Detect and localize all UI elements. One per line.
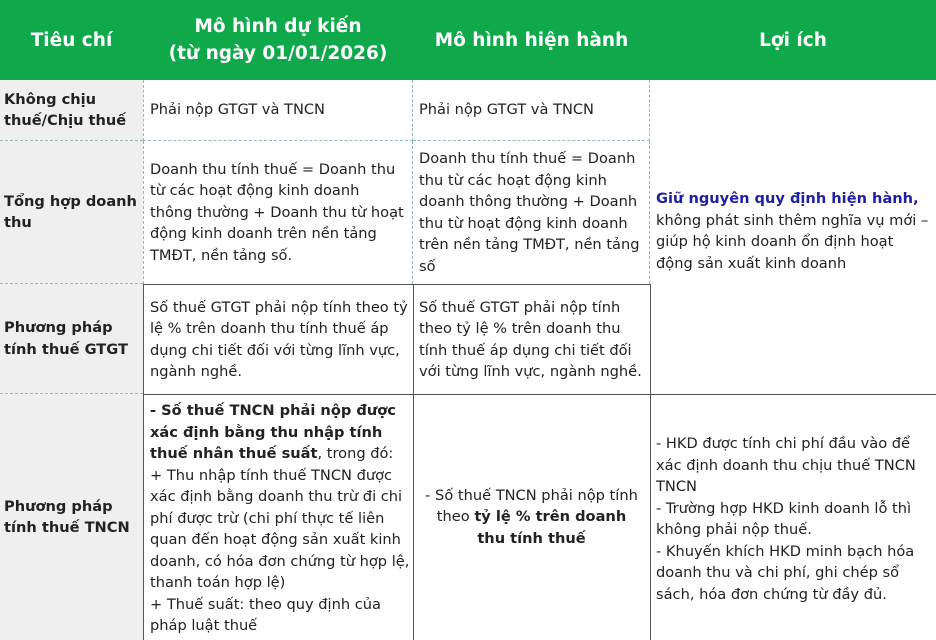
benefit-keep-current xyxy=(650,80,936,394)
row-current-revenue: Doanh thu tính thuế = Doanh thu từ các hoạt động kinh doanh thông thường + Doanh thu từ hoạt động kinh doanh trên nền tảng TMĐT, nền tảng số xyxy=(413,141,650,284)
benefit-pit xyxy=(650,394,936,640)
table-header xyxy=(0,0,936,80)
pit-current-plain: - Số thuế TNCN phải nộp tính theo xyxy=(425,486,638,526)
row-criterion-taxable: Không chịu thuế/Chịu thuế xyxy=(0,80,143,141)
row-criterion-pit-method: Phương pháp tính thuế TNCN xyxy=(0,394,143,640)
row-proposed-vat-method: Số thuế GTGT phải nộp tính theo tỷ lệ % trên doanh thu tính thuế áp dụng chi tiết đối với từng lĩnh vực, ngành nghề. xyxy=(143,284,414,395)
row-criterion-revenue: Tổng hợp doanh thu xyxy=(0,141,143,284)
row-criterion-vat-method: Phương pháp tính thuế GTGT xyxy=(0,284,143,394)
row-current-taxable: Phải nộp GTGT và TNCN xyxy=(413,80,650,141)
header-proposed-title: Mô hình dự kiến xyxy=(194,16,362,37)
header-benefit: Lợi ích xyxy=(759,29,827,51)
row-proposed-taxable: Phải nộp GTGT và TNCN xyxy=(143,80,413,141)
row-proposed-revenue: Doanh thu tính thuế = Doanh thu từ các hoạt động kinh doanh thông thường + Doanh thu từ hoạt động kinh doanh trên nền tảng TMĐT, nền tảng số. xyxy=(143,141,413,284)
benefit-pit-1: - HKD được tính chi phí đầu vào để xác định doanh thu chịu thuế TNCN TNCN xyxy=(656,435,916,495)
pit-proposed-rest: , trong đó: xyxy=(317,445,394,462)
benefit-rest: không phát sinh thêm nghĩa vụ mới – giúp hộ kinh doanh ổn định hoạt động sản xuất kinh doanh xyxy=(656,211,929,272)
header-current-model: Mô hình hiện hành xyxy=(434,29,629,51)
pit-proposed-rate: + Thuế suất: theo quy định của pháp luật thuế xyxy=(150,595,381,634)
row-proposed-pit-method xyxy=(143,394,414,640)
benefit-pit-3: - Khuyến khích HKD minh bạch hóa doanh thu và chi phí, ghi chép sổ sách, hóa đơn chứng từ đầy đủ. xyxy=(656,542,915,603)
pit-proposed-income: + Thu nhập tính thuế TNCN được xác định bằng doanh thu trừ đi chi phí được trừ (chi phí thực tế liên quan đến hoạt động sản xuất kinh doanh, có hóa đơn chứng từ hợp lệ, thanh toán hợp lệ) xyxy=(150,466,410,591)
pit-current-bold: tỷ lệ % trên doanh thu tính thuế xyxy=(474,508,627,547)
row-current-vat-method: Số thuế GTGT phải nộp tính theo tỷ lệ % trên doanh thu tính thuế áp dụng chi tiết đối với từng lĩnh vực, ngành nghề. xyxy=(413,284,651,395)
benefit-highlight: Giữ nguyên quy định hiện hành, xyxy=(656,190,919,207)
header-proposed-date: (từ ngày 01/01/2026) xyxy=(168,43,388,64)
pit-proposed-bold: - Số thuế TNCN phải nộp được xác định bằng thu nhập tính thuế nhân thuế suất xyxy=(150,402,396,462)
benefit-pit-2: - Trường hợp HKD kinh doanh lỗ thì không phải nộp thuế. xyxy=(656,499,912,538)
header-proposed-model xyxy=(143,0,413,80)
header-criterion: Tiêu chí xyxy=(30,29,113,51)
row-current-pit-method xyxy=(413,394,651,640)
